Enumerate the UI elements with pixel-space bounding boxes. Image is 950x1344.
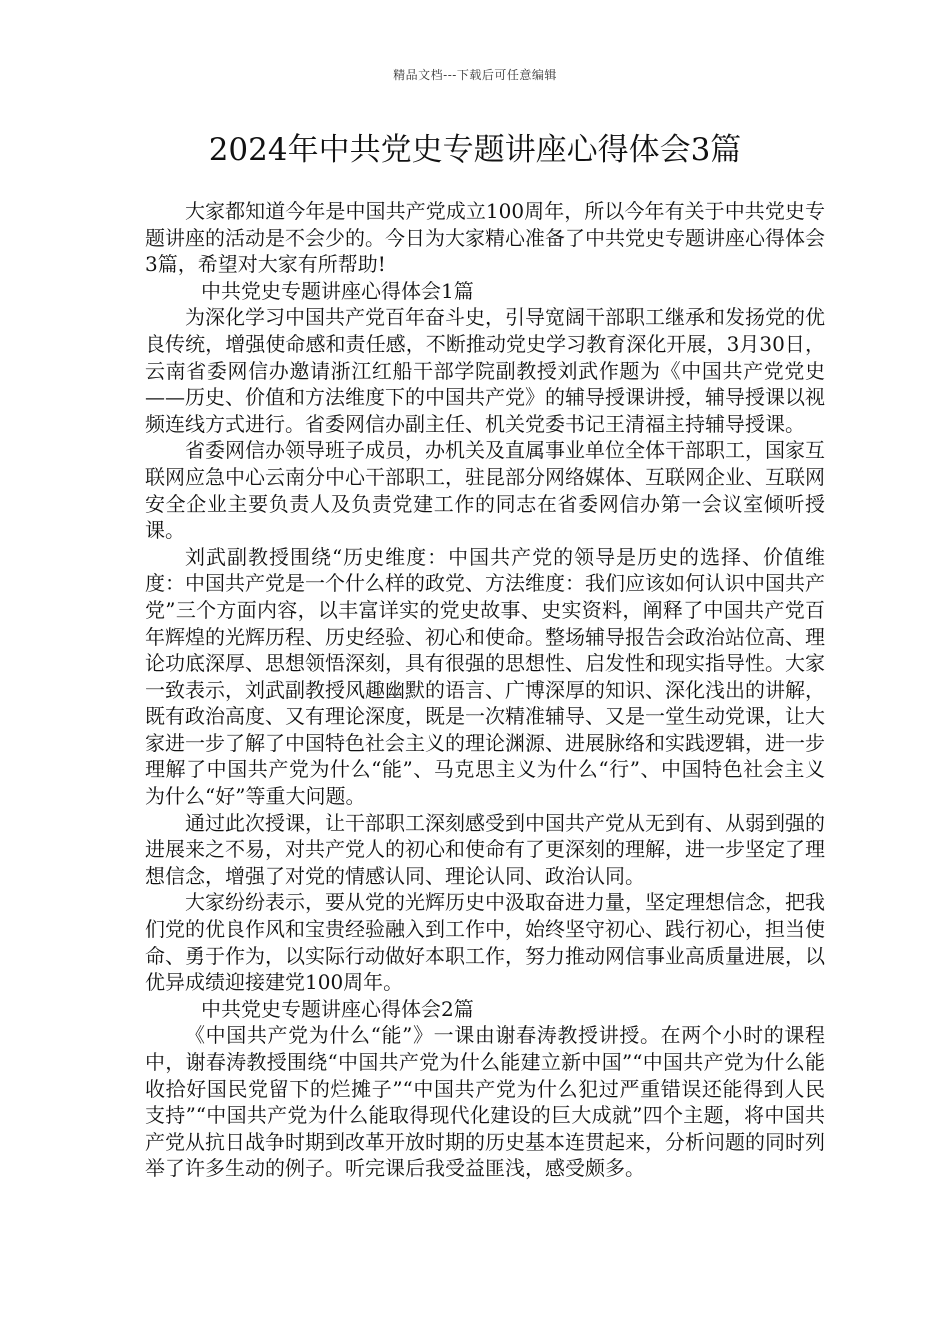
document-title: 2024年中共党史专题讲座心得体会3篇	[208, 132, 742, 168]
header-note: 精品文档---下载后可任意编辑	[393, 68, 557, 82]
body-paragraph: 通过此次授课，让干部职工深刻感受到中国共产党从无到有、从弱到强的进展来之不易，对共产党人的初心和使命有了更深刻的理解，进一步坚定了理想信念，增强了对党的情感认同、理论认同、政治认同。	[145, 810, 825, 888]
section-heading-1: 中共党史专题讲座心得体会1篇	[201, 278, 474, 303]
body-paragraph: 省委网信办领导班子成员，办机关及直属事业单位全体干部职工，国家互联网应急中心云南分中心干部职工，驻昆部分网络媒体、互联网企业、互联网安全企业主要负责人及负责党建工作的同志在省委网信办第一会议室倾听授课。	[145, 438, 825, 543]
body-paragraph: 为深化学习中国共产党百年奋斗史，引导宽阔干部职工继承和发扬党的优良传统，增强使命感和责任感，不断推动党史学习教育深化开展，3月30日，云南省委网信办邀请浙江红船干部学院副教授刘武作题为《中国共产党党史——历史、价值和方法维度下的中国共产党》的辅导授课讲授，辅导授课以视频连线方式进行。省委网信办副主任、机关党委书记王清福主持辅导授课。	[145, 305, 825, 436]
intro-paragraph: 大家都知道今年是中国共产党成立100周年，所以今年有关于中共党史专题讲座的活动是不会少的。今日为大家精心准备了中共党史专题讲座心得体会3篇，希望对大家有所帮助!	[145, 199, 825, 277]
section-heading-2: 中共党史专题讲座心得体会2篇	[201, 996, 474, 1021]
body-paragraph: 刘武副教授围绕“历史维度：中国共产党的领导是历史的选择、价值维度：中国共产党是一个什么样的政党、方法维度：我们应该如何认识中国共产党”三个方面内容，以丰富详实的党史故事、史实资料，阐释了中国共产党百年辉煌的光辉历程、历史经验、初心和使命。整场辅导报告会政治站位高、理论功底深厚、思想领悟深刻，具有很强的思想性、启发性和现实指导性。大家一致表示，刘武副教授风趣幽默的语言、广博深厚的知识、深化浅出的讲解，既有政治高度、又有理论深度，既是一次精准辅导、又是一堂生动党课，让大家进一步了解了中国特色社会主义的理论渊源、进展脉络和实践逻辑，进一步理解了中国共产党为什么“能”、马克思主义为什么“行”、中国特色社会主义为什么“好”等重大问题。	[145, 544, 825, 809]
document-body	[145, 198, 825, 1182]
body-paragraph: 大家纷纷表示，要从党的光辉历史中汲取奋进力量，坚定理想信念，把我们党的优良作风和宝贵经验融入到工作中，始终坚守初心、践行初心，担当使命、勇于作为，以实际行动做好本职工作，努力推动网信事业高质量进展，以优异成绩迎接建党100周年。	[145, 890, 825, 995]
body-paragraph: 《中国共产党为什么“能”》一课由谢春涛教授讲授。在两个小时的课程中，谢春涛教授围绕“中国共产党为什么能建立新中国”“中国共产党为什么能收拾好国民党留下的烂摊子”“中国共产党为什么犯过严重错误还能得到人民支持”“中国共产党为什么能取得现代化建设的巨大成就”四个主题，将中国共产党从抗日战争时期到改革开放时期的历史基本连贯起来，分析问题的同时列举了许多生动的例子。听完课后我受益匪浅，感受颇多。	[145, 1023, 825, 1181]
